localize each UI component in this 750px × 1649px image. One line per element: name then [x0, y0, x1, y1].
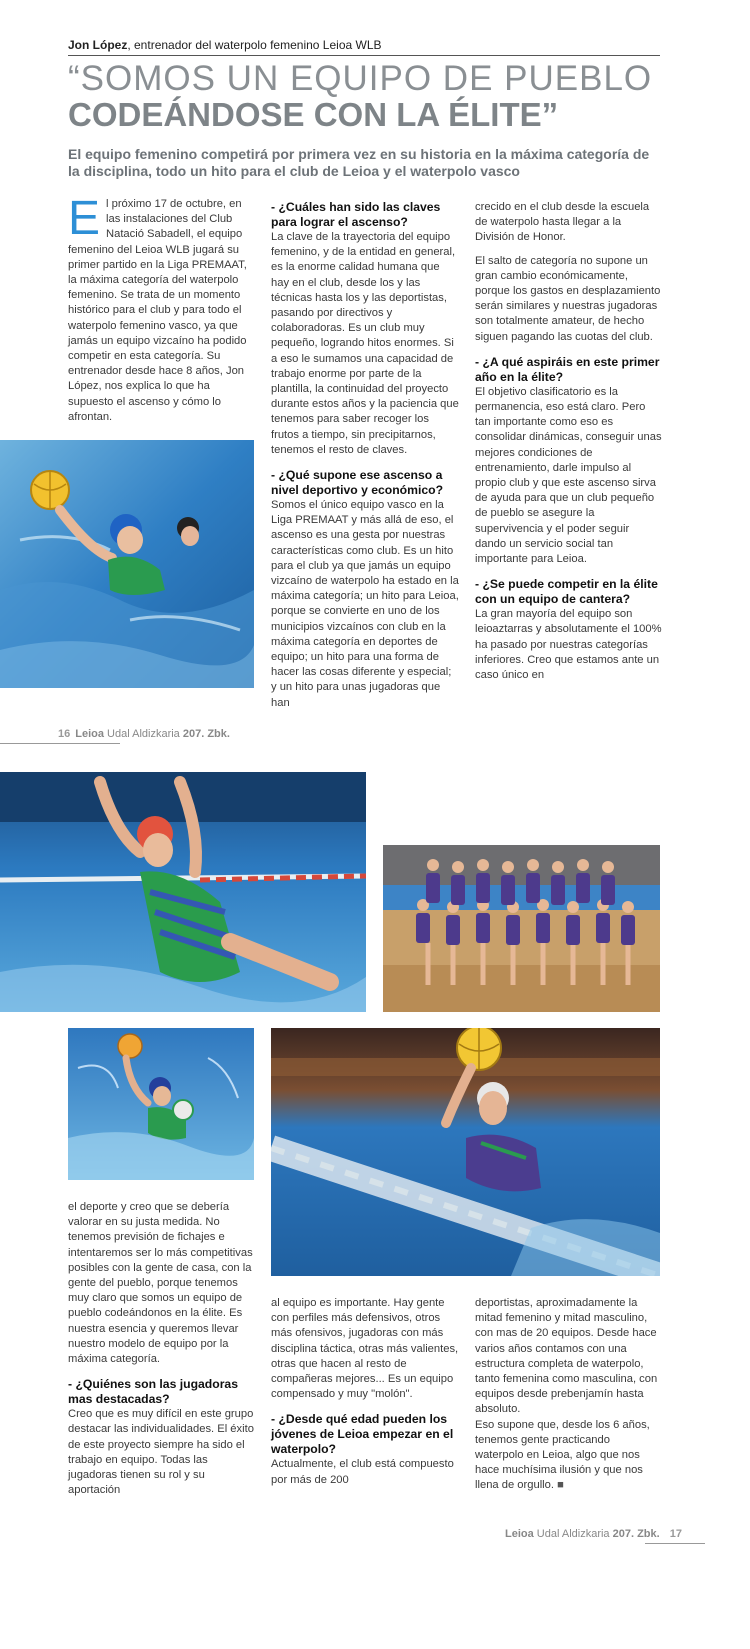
footer-issue: 207. Zbk. [182, 728, 230, 740]
title-line-2: CODEÁNDOSE CON LA ÉLITE” [68, 96, 559, 133]
end-mark: ■ [557, 1479, 564, 1492]
drop-cap: E [68, 192, 101, 245]
page17-column-2 [271, 1296, 459, 1496]
footer-publication-right: Udal Aldizkaria [536, 1528, 610, 1540]
subtitle: El equipo femenino competirá por primera vez en su historia en la máxima categoría de la disciplina, todo un hito para el club de Leioa y el waterpolo vasco [68, 146, 650, 179]
answer-3: El objetivo clasificatorio es la permanencia, eso está claro. Pero tan importante como eso es consolidar dinámicas, conseguir unas mejores condiciones de entrenamiento, darle impulso al propio club y que este ascenso sirva de ayuda para que un club pequeño de pueblo se asegure la supervivencia y el poder seguir dando un servicio social tan importante para Leioa. [475, 385, 662, 566]
answer-1: La clave de la trayectoria del equipo femenino, y de la entidad en general, es la enorme calidad humana que hay en el club, desde los y las técnicas hasta los y las deportistas, pasando por directivos y colaboradoras. Es un club muy pequeño, logrando hitos enormes. Si a eso le sumamos una capacidad de trabajo enorme por parte de la plantilla, la continuidad del proyecto durante estos años y la paciencia que tenemos para saber recoger los frutos a tiempo, sin precipitarnos, tenemos el resto de claves. [271, 231, 459, 456]
answer-2-cont: El salto de categoría no supone un gran cambio económicamente, porque los gastos en desplazamiento serán similares y nuestras jugadoras son totalmente amateur, de hecho siguen pagando las cuotas del club. [475, 254, 661, 343]
answer-6-cont: deportistas, aproximadamente la mitad femenino y mitad masculino, con mas de 20 equipos. Desde hace varios años contamos con una estructura completa de waterpolo, tanto femenina como masculina, con equipos desde prebenjamín hasta absoluto. [475, 1297, 658, 1416]
photo-player-yellow-ball [271, 1028, 660, 1276]
question-1: - ¿Cuáles han sido las claves para lograr el ascenso? [271, 200, 441, 229]
photo-player-shooting [68, 1028, 254, 1180]
answer-1-cont: crecido en el club desde la escuela de waterpolo hasta llegar a la División de Honor. [475, 201, 650, 244]
answer-6: Actualmente, el club está compuesto por más de 200 [271, 1458, 454, 1486]
footer-brand: Leioa [75, 728, 104, 740]
answer-5-cont: al equipo es importante. Hay gente con perfiles más defensivos, otros más ofensivos, jugadoras con más disciplina táctica, otras más valientes, otras que hacen al resto de compañeras mejores... Es un equipo compensado y muy "molón". [271, 1297, 459, 1401]
intro-text: l próximo 17 de octubre, en las instalaciones del Club Natació Sabadell, el equipo femenino del Leioa WLB jugará su primer partido en la Liga PREMAAT, la máxima categoría del waterpolo femenino. Se trata de un momento histórico para el club y para todo el waterpolo femenino vasco, ya que jamás un equipo vizcaíno ha podido competir en esta categoría. Su entrenador desde hace 8 años, Jon López, nos explica lo que ha supuesto el ascenso y cómo lo afrontan. [68, 198, 247, 423]
answer-6-final-text: Eso supone que, desde los 6 años, tenemos gente practicando waterpolo en Leioa, algo que nos hace muchísima ilusión y que nos llena de orgullo. [475, 1418, 650, 1492]
question-5: - ¿Quiénes son las jugadoras mas destacadas? [68, 1377, 238, 1407]
column-2 [271, 200, 459, 719]
footer-right [505, 1528, 715, 1544]
footer-publication: Udal Aldizkaria [107, 728, 180, 740]
page17-column-1 [68, 1200, 254, 1506]
footer-rule [0, 743, 120, 744]
footer-brand-right: Leioa [505, 1528, 534, 1540]
photo-player-throwing [0, 440, 254, 688]
page-number: 16 [58, 728, 71, 740]
photo-team-group [383, 845, 660, 1012]
answer-6-final [475, 1418, 660, 1494]
answer-4: La gran mayoría del equipo son leioaztarras y absolutamente el 100% ha pasado por nuestras categorías inferiores. Creo que estamos ante un caso único en [475, 608, 662, 682]
page17-column-3 [475, 1296, 660, 1502]
page-number-right: 17 [669, 1528, 682, 1540]
question-6: - ¿Desde qué edad pueden los jóvenes de Leioa empezar en el waterpolo? [271, 1412, 454, 1457]
article-header [68, 38, 660, 180]
footer-rule-right [645, 1543, 705, 1544]
question-4: - ¿Se puede competir en la élite con un equipo de cantera? [475, 577, 658, 607]
author-name: Jon López [68, 38, 128, 52]
column-3 [475, 200, 663, 691]
author-role: , entrenador del waterpolo femenino Leioa WLB [127, 38, 382, 52]
intro-column [68, 192, 254, 425]
answer-2: Somos el único equipo vasco en la Liga PREMAAT y más allá de eso, el ascenso es una gesta por nuestras características como club. Es un hito para el club ya que jamás un equipo vizcaíno de waterpolo ha estado en la máxima categoría; un hito para Leioa, porque se convierte en uno de los municipios vizcaínos con club en la máxima categoría en deportes de equipo; un hito para una forma de hacer las cosas diferente y especial; y un hito para unas jugadoras que han [271, 499, 459, 709]
footer-issue-right: 207. Zbk. [612, 1528, 660, 1540]
question-2: - ¿Qué supone ese ascenso a nivel deportivo y económico? [271, 468, 444, 498]
question-3: - ¿A qué aspiráis en este primer año en la élite? [475, 354, 660, 384]
title-line-1: “SOMOS UN EQUIPO DE PUEBLO [68, 59, 653, 98]
answer-4-cont: el deporte y creo que se debería valorar en su justa medida. No tenemos previsión de fichajes e intentaremos ser lo más competitivas posibles con la gente de casa, con la gente del pueblo, porque tenemos muy claro que somos un equipo de pueblo codeándonos en la élite. Es nuestra esencia y queremos llevar nuestro modelo de equipo por la máxima categoría. [68, 1201, 253, 1366]
byline [68, 38, 660, 56]
photo-player-red-cap [0, 772, 366, 1012]
answer-5: Creo que es muy difícil en este grupo destacar las individualidades. El éxito de este proyecto siempre ha sido el trabajo en equipo. Todas las jugadoras tienen su rol y su aportación [68, 1408, 254, 1497]
footer-left [0, 728, 254, 744]
